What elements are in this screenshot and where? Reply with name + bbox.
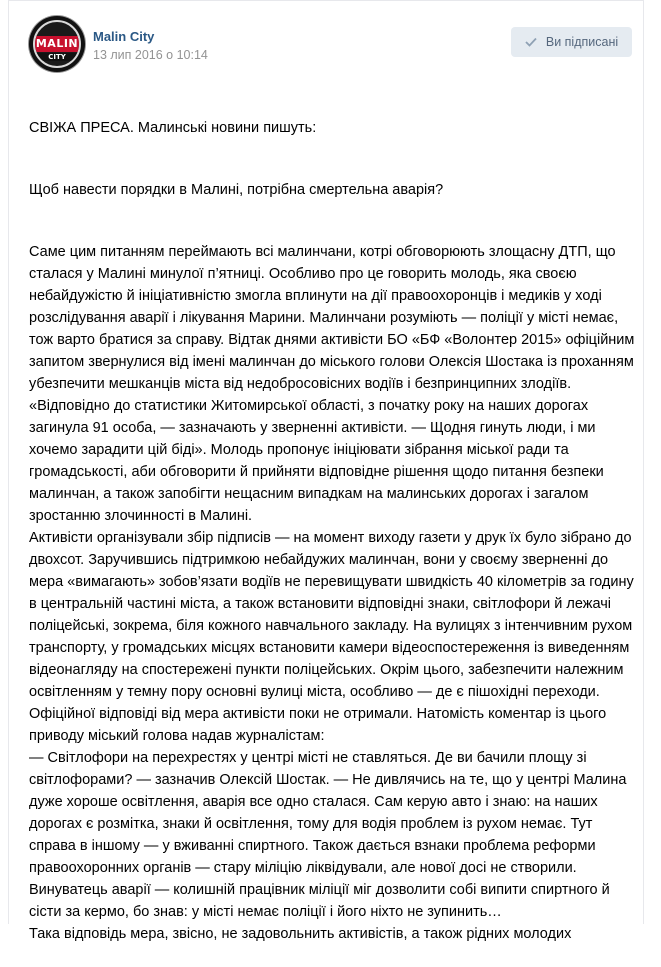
post-paragraph: Щоб навести порядки в Малині, потрібна смертельна аварія? xyxy=(29,182,444,198)
subscribed-label: Ви підписані xyxy=(545,35,619,49)
post-paragraph: Саме цим питанням переймають всі малинчани, котрі обговорюють злощасну ДТП, що сталася у Малині минулої п’ятниці. Особливо про це говорить молодь, яка своєю небайдужістю й ініціативністю змогла вплинути на дії правоохоронців і медиків у ході розслідування аварії і лікування Марини. Малинчани розуміють — поліції у місті немає, тож варто братися за справу. Відтак днями активісти БО «БФ «Волонтер 2015» офіційним запитом звернулися від імені малинчан до міського голови Олексія Шостака із проханням убезпечити мешканців міста від недобросовісних водіїв і безпринципних злодіїв. «Відповідно до статистики Житомирської області, з початку року на наших дорогах загинула 91 особа, — зазначають у зверненні активісти. — Щодня гинуть люди, і ми хочемо зарадити цій біді». Молодь пропонує ініціювати зібрання міської ради та громадськості, аби обговорити й прийняти відповідне рішення щодо питання безпеки малинчан, а також запобігти нещасним випадкам на малинських дорогах і загалом зростанню злочинності в Малині. Активісти організували збір підписів — на момент виходу газети у друк їх було зібрано до двохсот. Заручившись підтримкою небайдужих малинчан, вони у своєму зверненні до мера «вимагають» зобов’язати водіїв не перевищувати швидкість 40 кілометрів за годину в центральній частині міста, а також встановити відповідні знаки, світлофори й лежачі поліцейські, зокрема, біля кожного навчального закладу. На вулицях з інтенчивним рухом транспорту, у громадських місцях встановити камери відеоспостереження із виведенням відеонагляду на спостережені пункти поліцейських. Окрім цього, забезпечити належним освітленням у темну пору основні вулиці міста, особливо — де є пішохідні переходи. Офіційної відповіді від мера активісти поки не отримали. Натомість коментар із цього приводу міський голова надав журналістам: — Світлофори на перехрестях у центрі місті не ставляться. Де ви бачили площу зі світлофорами? — зазначив Олексій Шостак. — Не дивлячись на те, що у центрі Малина дуже хороше освітлення, аварія все одно сталася. Сам керую авто і знаю: на наших дорогах є розмітка, знаки й освітлення, тому для водія проблем із рухом немає. Тут справа в іншому — у вживанні спиртного. Також дається взнаки проблема реформи правоохоронних органів — стару міліцію ліквідували, але нової досі не створили. Винуватець аварії — колишній працівник міліції міг дозволити собі випити спиртного й сісти за кермо, бо знав: у місті немає поліції і його ніхто не зупинить… Така відповідь мера, звісно, не задовольнить активістів, а також рідних молодих xyxy=(29,244,635,942)
post-card xyxy=(8,0,644,942)
post-text xyxy=(29,83,639,967)
post-date-link[interactable]: 13 лип 2016 о 10:14 xyxy=(93,48,208,62)
subscribed-button[interactable] xyxy=(511,27,632,57)
author-name-link[interactable]: Malin City xyxy=(93,29,155,44)
avatar[interactable] xyxy=(29,16,85,72)
check-icon xyxy=(525,37,537,47)
avatar-logo-text-bottom: CITY xyxy=(35,53,79,61)
post-paragraph: СВІЖА ПРЕСА. Малинські новини пишуть: xyxy=(29,120,317,136)
avatar-logo-text-top: MALIN xyxy=(35,37,79,50)
post-header xyxy=(9,1,643,91)
avatar-logo xyxy=(33,20,81,68)
